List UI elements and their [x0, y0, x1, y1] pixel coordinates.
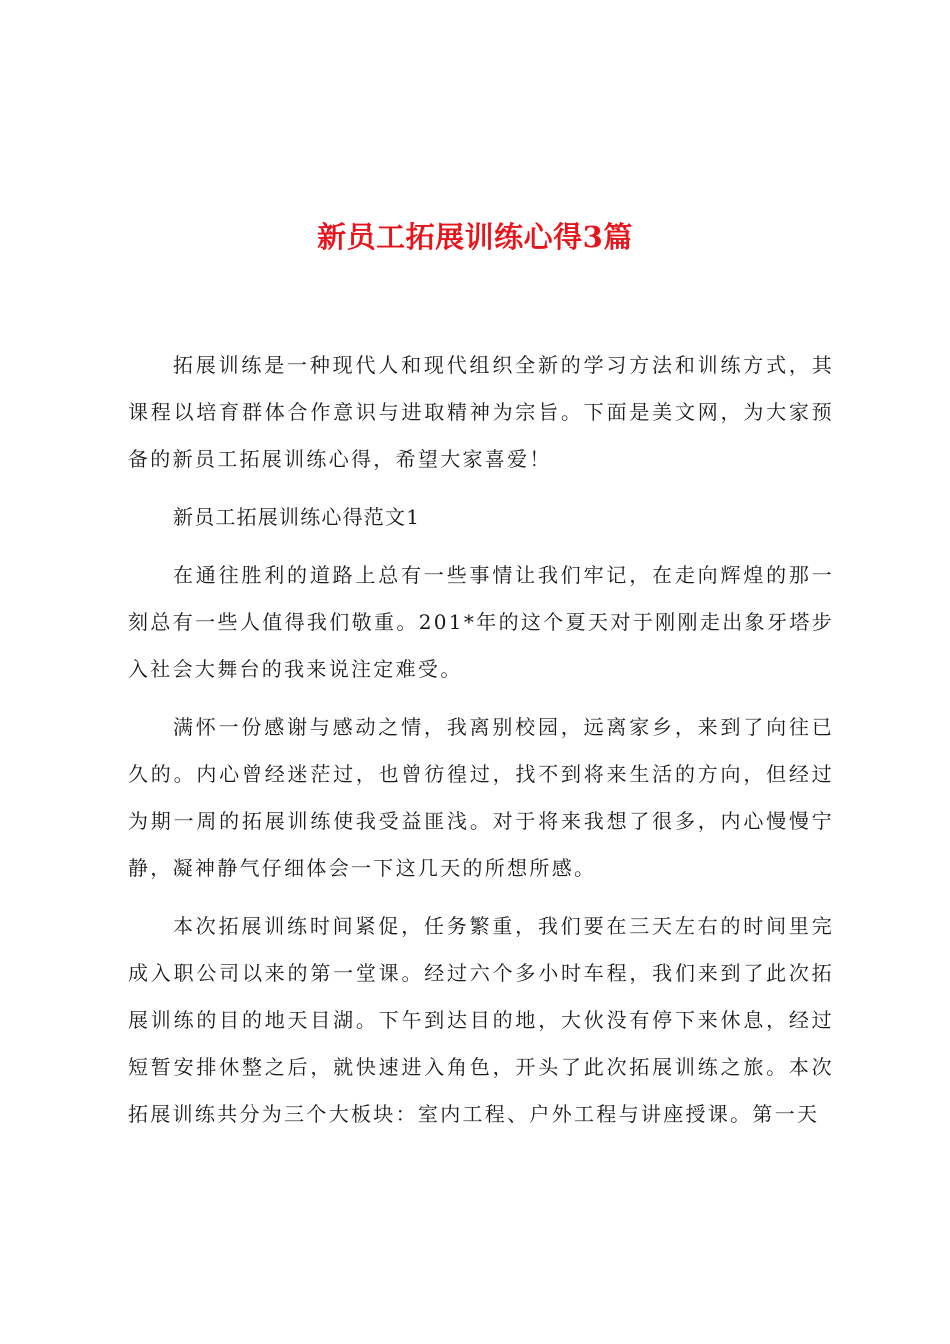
section-heading: 新员工拓展训练心得范文1 [173, 505, 421, 529]
document-body [128, 342, 834, 1149]
body-paragraph: 在通往胜利的道路上总有一些事情让我们牢记，在走向辉煌的那一刻总有一些人值得我们敬重。201*年的这个夏天对于刚刚走出象牙塔步入社会大舞台的我来说注定难受。 [128, 563, 834, 681]
intro-paragraph: 拓展训练是一种现代人和现代组织全新的学习方法和训练方式，其课程以培育群体合作意识与进取精神为宗旨。下面是美文网，为大家预备的新员工拓展训练心得，希望大家喜爱！ [128, 353, 834, 471]
body-paragraph: 本次拓展训练时间紧促，任务繁重，我们要在三天左右的时间里完成入职公司以来的第一堂课。经过六个多小时车程，我们来到了此次拓展训练的目的地天目湖。下午到达目的地，大伙没有停下来休息，经过短暂安排休整之后，就快速进入角色，开头了此次拓展训练之旅。本次拓展训练共分为三个大板块：室内工程、户外工程与讲座授课。第一天 [128, 914, 834, 1126]
document-title: 新员工拓展训练心得3篇 [317, 220, 633, 254]
body-paragraph: 满怀一份感谢与感动之情，我离别校园，远离家乡，来到了向往已久的。内心曾经迷茫过，也曾彷徨过，找不到将来生活的方向，但经过为期一周的拓展训练使我受益匪浅。对于将来我想了很多，内心慢慢宁静，凝神静气仔细体会一下这几天的所想所感。 [128, 715, 834, 880]
